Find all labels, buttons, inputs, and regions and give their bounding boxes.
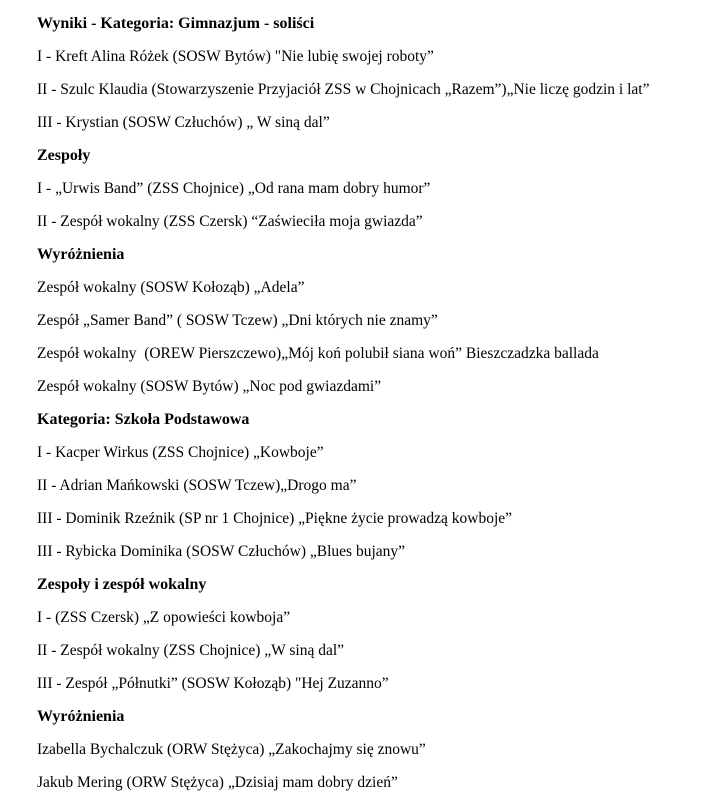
result-line: I - „Urwis Band” (ZSS Chojnice) „Od rana mam dobry humor”	[37, 180, 431, 197]
section-heading-wyroznienia-1: Wyróżnienia	[37, 246, 125, 263]
result-line: II - Zespół wokalny (ZSS Czersk) “Zaświeciła moja gwiazda”	[37, 213, 423, 230]
result-line: III - Krystian (SOSW Człuchów) „ W siną dal”	[37, 114, 330, 131]
result-line: I - Kreft Alina Różek (SOSW Bytów) "Nie lubię swojej roboty”	[37, 48, 434, 65]
result-line: Jakub Mering (ORW Stężyca) „Dzisiaj mam dobry dzień”	[37, 774, 398, 791]
result-line: II - Zespół wokalny (ZSS Chojnice) „W siną dal”	[37, 642, 345, 659]
result-line: I - (ZSS Czersk) „Z opowieści kowboja”	[37, 609, 291, 626]
result-line: I - Kacper Wirkus (ZSS Chojnice) „Kowboje”	[37, 444, 324, 461]
result-line: Zespół wokalny (OREW Pierszczewo)„Mój koń polubił siana woń” Bieszczadzka ballada	[37, 345, 599, 362]
result-line: III - Rybicka Dominika (SOSW Człuchów) „Blues bujany”	[37, 543, 406, 560]
result-line: III - Zespół „Półnutki” (SOSW Kołoząb) "Hej Zuzanno”	[37, 675, 389, 692]
section-heading-gimnazjum-solisci: Wyniki - Kategoria: Gimnazjum - soliści	[37, 15, 315, 32]
result-line: Zespół „Samer Band” ( SOSW Tczew) „Dni których nie znamy”	[37, 312, 438, 329]
result-line: III - Dominik Rzeźnik (SP nr 1 Chojnice) „Piękne życie prowadzą kowboje”	[37, 510, 513, 527]
section-heading-wyroznienia-2: Wyróżnienia	[37, 708, 125, 725]
result-line: Izabella Bychalczuk (ORW Stężyca) „Zakochajmy się znowu”	[37, 741, 426, 758]
result-line: Zespół wokalny (SOSW Kołoząb) „Adela”	[37, 279, 305, 296]
section-heading-zespoly: Zespoły	[37, 147, 91, 164]
section-heading-szkola-podstawowa: Kategoria: Szkoła Podstawowa	[37, 411, 250, 428]
section-heading-zespoly-i-zespol-wokalny: Zespoły i zespół wokalny	[37, 576, 207, 593]
result-line: Zespół wokalny (SOSW Bytów) „Noc pod gwiazdami”	[37, 378, 382, 395]
result-line: II - Szulc Klaudia (Stowarzyszenie Przyjaciół ZSS w Chojnicach „Razem”)„Nie liczę godzin i lat”	[37, 81, 650, 98]
result-line: II - Adrian Mańkowski (SOSW Tczew)„Drogo ma”	[37, 477, 357, 494]
